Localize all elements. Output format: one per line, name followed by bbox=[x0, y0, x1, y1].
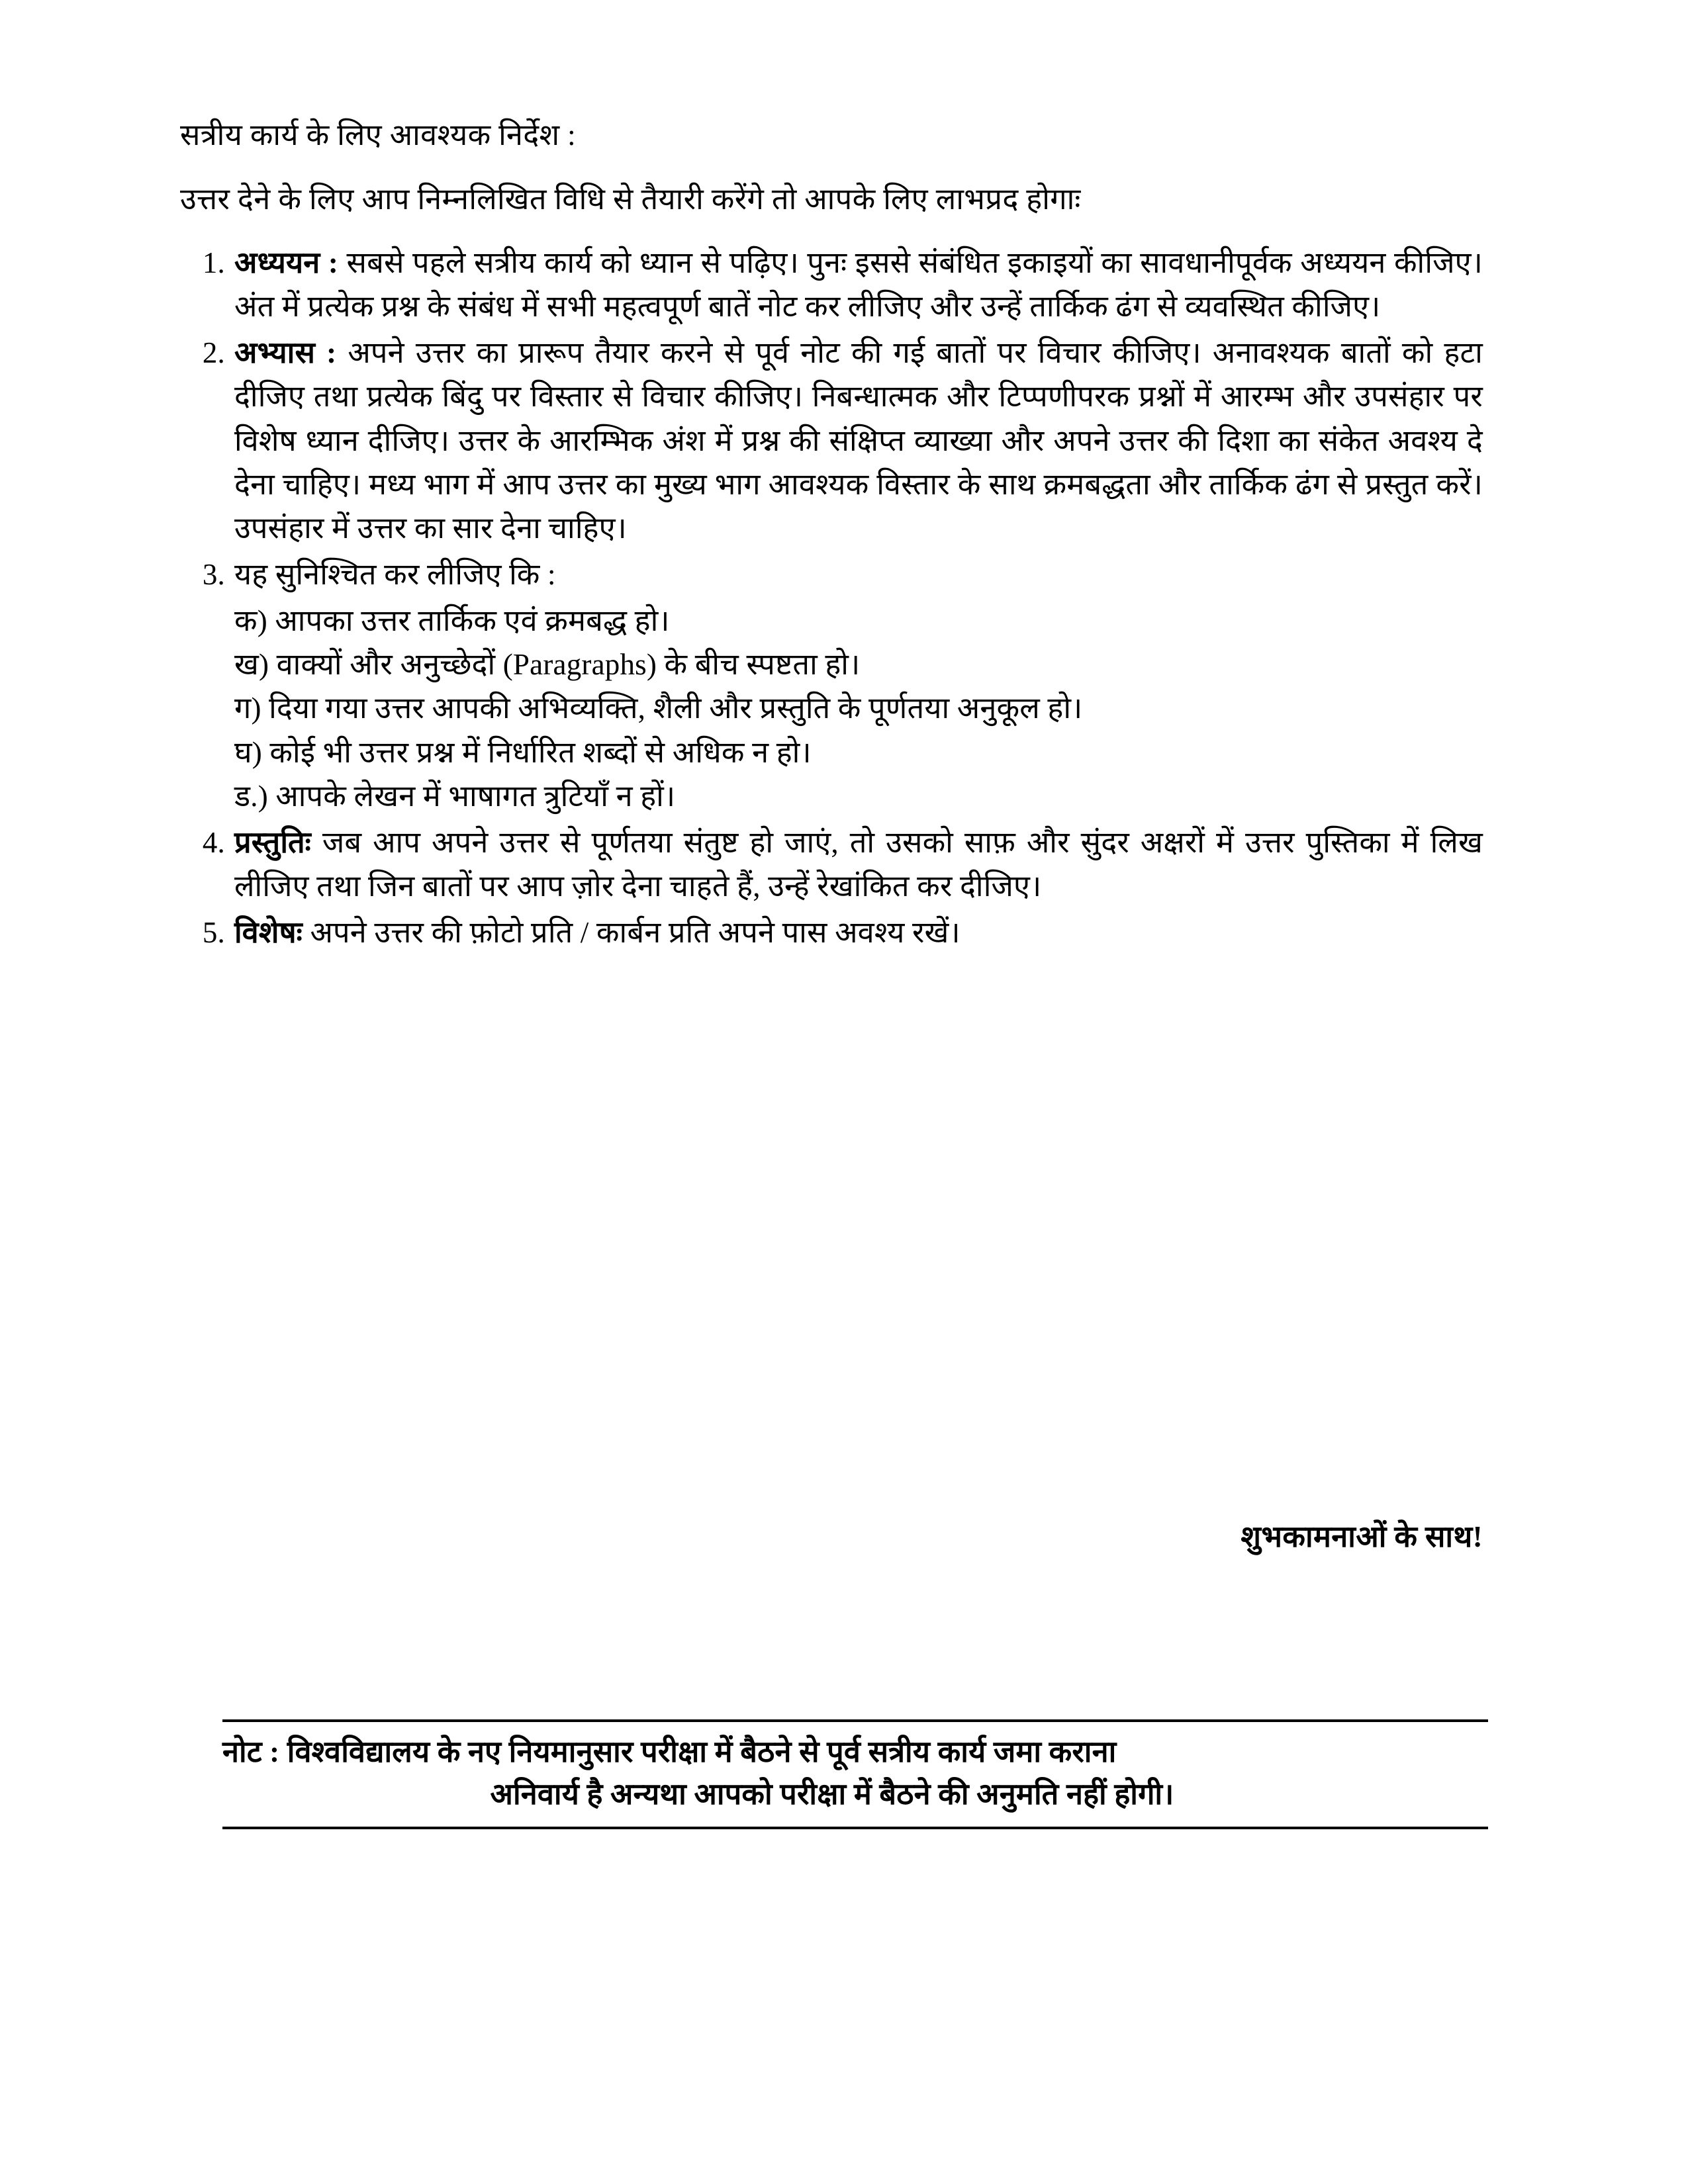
instruction-3-subitems bbox=[234, 599, 1483, 818]
instruction-item-2 bbox=[180, 331, 1483, 550]
instructions-list bbox=[180, 241, 1483, 954]
list-marker-5: 5. bbox=[202, 916, 225, 950]
closing-greeting: शुभकामनाओं के साथ! bbox=[1241, 1520, 1483, 1553]
note-line-2: अनिवार्य है अन्यथा आपको परीक्षा में बैठने की अनुमति नहीं होगी। bbox=[490, 1777, 1174, 1811]
sub-item-ka-text: क) आपका उत्तर तार्किक एवं क्रमबद्ध हो। bbox=[234, 604, 670, 638]
instruction-item-3 bbox=[180, 553, 1483, 818]
sub-item-gha bbox=[234, 731, 1483, 774]
sub-item-kha-text: ख) वाक्यों और अनुच्छेदों (Paragraphs) के बीच स्पष्टता हो। bbox=[234, 648, 861, 682]
document-content bbox=[180, 116, 1483, 957]
intro-paragraph: उत्तर देने के लिए आप निम्नलिखित विधि से तैयारी करेंगे तो आपके लिए लाभप्रद होगाः bbox=[180, 182, 1081, 216]
sub-item-ga-text: ग) दिया गया उत्तर आपकी अभिव्यक्ति, शैली और प्रस्तुति के पूर्णतया अनुकूल हो। bbox=[234, 692, 1083, 725]
instruction-item-1 bbox=[180, 241, 1483, 328]
sub-item-gha-text: घ) कोई भी उत्तर प्रश्न में निर्धारित शब्दों से अधिक न हो। bbox=[234, 735, 812, 769]
list-marker-2: 2. bbox=[202, 336, 225, 370]
instruction-lead-4: प्रस्तुतिः bbox=[234, 825, 322, 859]
sub-item-nga bbox=[234, 774, 1483, 818]
instruction-lead-2: अभ्यास : bbox=[234, 336, 348, 370]
note-box bbox=[222, 1719, 1488, 1829]
list-marker-4: 4. bbox=[202, 825, 225, 859]
instruction-body-1: सबसे पहले सत्रीय कार्य को ध्यान से पढ़िए। पुनः इससे संबंधित इकाइयों का सावधानीपूर्वक अध्ययन कीजिए। अंत में प्रत्येक प्रश्न के संबंध में सभी महत्वपूर्ण बातें नोट कर लीजिए और उन्हें तार्किक ढंग से व्यवस्थित कीजिए। bbox=[234, 246, 1483, 324]
instruction-body-4: जब आप अपने उत्तर से पूर्णतया संतुष्ट हो जाएं, तो उसको साफ़ और सुंदर अक्षरों में उत्तर पुस्तिका में लिख लीजिए तथा जिन बातों पर आप ज़ोर देना चाहते हैं, उन्हें रेखांकित कर दीजिए। bbox=[234, 825, 1483, 903]
sub-item-kha bbox=[234, 643, 1483, 686]
page-title: सत्रीय कार्य के लिए आवश्यक निर्देश : bbox=[180, 118, 577, 152]
instruction-item-4 bbox=[180, 821, 1483, 908]
sub-item-nga-text: ड.) आपके लेखन में भाषागत त्रुटियाँ न हों। bbox=[234, 779, 676, 813]
instruction-body-5: अपने उत्तर की फ़ोटो प्रति / कार्बन प्रति अपने पास अवश्य रखें। bbox=[310, 916, 961, 950]
instruction-item-5 bbox=[180, 911, 1483, 954]
note-line-1: नोट : विश्वविद्यालय के नए नियमानुसार परीक्षा में बैठने से पूर्व सत्रीय कार्य जमा कराना bbox=[222, 1735, 1117, 1768]
list-marker-1: 1. bbox=[202, 246, 225, 279]
instruction-lead-1: अध्ययन : bbox=[234, 246, 347, 279]
instruction-lead-5: विशेषः bbox=[234, 916, 310, 950]
instruction-body-2: अपने उत्तर का प्रारूप तैयार करने से पूर्व नोट की गई बातों पर विचार कीजिए। अनावश्यक बातों को हटा दीजिए तथा प्रत्येक बिंदु पर विस्तार से विचार कीजिए। निबन्धात्मक और टिप्पणीपरक प्रश्नों में आरम्भ और उपसंहार पर विशेष ध्यान दीजिए। उत्तर के आरम्भिक अंश में प्रश्न की संक्षिप्त व्याख्या और अपने उत्तर की दिशा का संकेत अवश्य दे देना चाहिए। मध्य भाग में आप उत्तर का मुख्य भाग आवश्यक विस्तार के साथ क्रमबद्धता और तार्किक ढंग से प्रस्तुत करें। उपसंहार में उत्तर का सार देना चाहिए। bbox=[234, 336, 1483, 545]
instruction-body-3: यह सुनिश्चित कर लीजिए कि : bbox=[234, 557, 556, 591]
sub-item-ga bbox=[234, 686, 1483, 730]
list-marker-3: 3. bbox=[202, 557, 225, 591]
sub-item-ka bbox=[234, 599, 1483, 643]
